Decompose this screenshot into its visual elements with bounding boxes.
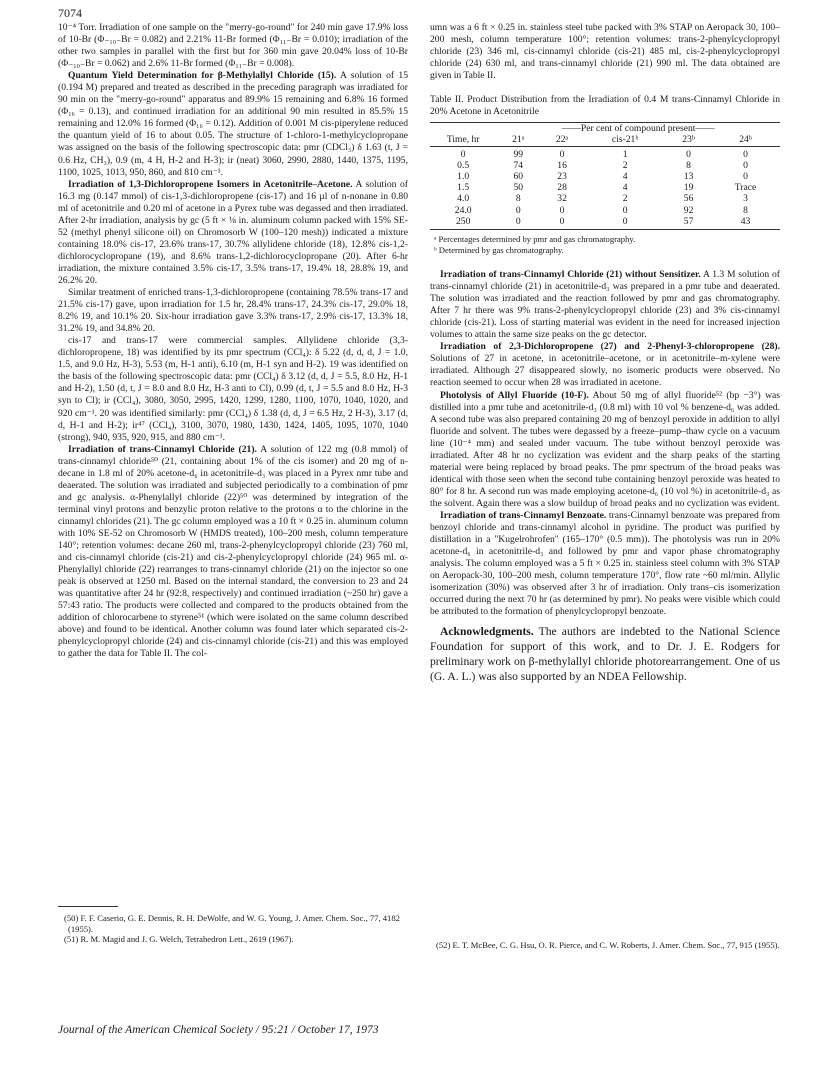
table-cell: 1.0: [457, 171, 470, 183]
table-cell: 0: [584, 216, 666, 230]
paragraph-text: 10⁻⁴ Torr. Irradiation of one sample on the "merry-go-round" for 240 min gave 17.9% loss of 10-Br (Φ₋₁₀₋Br = 0.082) and 2.21% 11-Br formed (Φ₁₁₋Br = 0.010); irradiation of the other two samples in parallel with the first but for 360 min gave 20.04% loss of 10-Br (Φ₋₁₀₋Br = 0.062) and 2.6% 11-Br formed (Φ₁₁₋Br = 0.008).: [58, 22, 408, 70]
table-cell: 4.0: [457, 193, 470, 205]
paragraph-text: Similar treatment of enriched trans-1,3-dichloropropene (containing 78.5% trans-17 and 21.5% cis-17) gave, upon irradiation for 1.5 hr, 28.4% trans-17, 24.3% cis-17, 29.0% 18, 8.2% 19, and 10.1% 20. Six-hour irradiation gave 3.3% trans-17, 2.9% cis-17, 13.3% 18, 31.2% 19, and 34.8% 20.: [58, 287, 408, 335]
reference: (51) R. M. Magid and J. G. Welch, Tetrahedron Lett., 2619 (1967).: [64, 934, 294, 945]
paragraph: [430, 390, 780, 510]
left-column: [58, 22, 408, 660]
table-title: Table II. Product Distribution from the Irradiation of 0.4 M trans-Cinnamyl Chloride in 20% Acetone in Acetonitrile: [430, 94, 780, 118]
table-column-header: 21ᵃ: [496, 134, 540, 146]
table-cell: 24.0: [454, 204, 472, 216]
table-column-header: cis-21ᵇ: [584, 134, 666, 146]
acknowledgments: [430, 624, 780, 684]
table-row: [430, 216, 780, 230]
table-cell: 0.5: [457, 159, 470, 171]
table-cell: 0: [622, 204, 628, 216]
right-column: [430, 22, 780, 684]
table-cell: 0: [686, 148, 691, 160]
table-column-header: Time, hr: [430, 134, 496, 146]
journal-issue: 95:21: [261, 1024, 289, 1036]
section-heading: Irradiation of trans-Cinnamyl Benzoate.: [440, 510, 607, 521]
table-cell: 4: [622, 182, 628, 194]
references-right: [430, 940, 780, 951]
table-cell: 1.5: [457, 182, 470, 194]
table-cell: 8: [743, 204, 748, 216]
acknowledgments-text: The authors are indebted to the National Science Foundation for support of this work, and to Dr. J. E. Rodgers for preliminary work on β-methylallyl chloride photorearrangement. One of us (G. A. L.) was also supported by an NDEA Fellowship.: [430, 625, 780, 684]
table-cell: 0: [743, 148, 748, 160]
table-cell: 8: [686, 159, 691, 171]
paragraph: [430, 269, 780, 341]
section-heading: Irradiation of trans-Cinnamyl Chloride (21).: [68, 443, 257, 455]
table-cell: 1: [622, 148, 628, 160]
table-cell: 0: [460, 148, 466, 160]
footer-separator: /: [255, 1024, 262, 1036]
footer-separator: /: [291, 1024, 298, 1036]
table-footnote: ᵃ Percentages determined by pmr and gas chromatography.: [434, 234, 636, 245]
table-cell: 0: [743, 159, 748, 171]
journal-footer: [58, 1024, 378, 1036]
table-row: [430, 205, 780, 216]
table-cell: 0: [515, 204, 521, 216]
table-cell: 60: [513, 171, 524, 183]
table-cell: Trace: [734, 182, 757, 194]
table-cell: 0: [540, 216, 584, 230]
table-row: [430, 193, 780, 204]
table-body: [430, 146, 780, 229]
section-heading: Irradiation of 2,3-Dichloropropene (27) and 2-Phenyl-3-chloropropene (28).: [440, 341, 780, 353]
paragraph-text: A solution of 16.3 mg (0.147 mmol) of cis-1,3-dichloropropene (cis-17) and 16 µl of n-nonane in 0.80 ml of acetonitrile and 0.20 ml of acetone in a Pyrex tube was degassed and then irradiated. After 2-hr irradiation, analysis by gc (5 ft × ⅛ in. aluminum column packed with 15% SE-52 (methyl phenyl silicone oil) on Chromosorb W (100–120 mesh)) indicated a mixture containing 18.0% cis-17, 23.6% trans-17, 30.7% allylidene chloride (18), 12.8% cis-1,2-dichlorocyclopropane (19), and 8.6% trans-1,2-dichlorocyclopropane (20). After 6-hr irradiation, the mixture contained 3.5% cis-17, 3.5% trans-17, 19.4% 18, 28.8% 19, and 26.2% 20.: [58, 178, 408, 286]
reference: (52) E. T. McBee, C. G. Hsu, O. R. Pierce, and C. W. Roberts, J. Amer. Chem. Soc., 77, 915 (1955).: [436, 940, 780, 950]
table-cell: 99: [513, 148, 524, 160]
references-left: [58, 906, 408, 945]
table-cell: 0: [559, 148, 565, 160]
table-cell: 8: [515, 193, 521, 205]
section-heading: Irradiation of trans-Cinnamyl Chloride (21) without Sensitizer.: [440, 269, 701, 281]
table-row: [430, 160, 780, 171]
table-column-header: 22ᵃ: [540, 134, 584, 146]
product-distribution-table: [430, 122, 780, 230]
table-caption: [430, 94, 780, 118]
journal-name: Journal of the American Chemical Society: [58, 1024, 253, 1036]
paragraph: [58, 335, 408, 443]
paragraph: [430, 510, 780, 618]
table-header-spacer: [430, 123, 496, 135]
table-footnote: ᵇ Determined by gas chromatography.: [434, 244, 564, 255]
table-cell: 0: [559, 204, 565, 216]
table-cell: 92: [683, 204, 694, 216]
paragraph-text: trans-Cinnamyl benzoate was prepared from benzoyl chloride and trans-cinnamyl alcohol in pyridine. The product was purified by distillation in a "Kugelrohrofen" (165–170° (0.5 mm)). The photolysis was run in 20% acetone-d₆ in acetonitrile-d₃ and followed by pmr and vapor phase chromatography analysis. The column employed was a 5 ft × 0.25 in. stainless steel column with 3% STAP on Aeropack-30, 100–200 mesh, column temperature 170°, flow rate ~60 ml/min. Allylic isomerization (30%) was observed after 3 hr of irradiation. Only trans–cis isomerization occurred during the next 70 hr (as determined by pmr). No peaks were visible which could be attributed to the formation of phenylcyclopropyl benzoate.: [430, 510, 781, 618]
table-cell: 28: [557, 182, 567, 194]
table-cell: 2: [622, 193, 628, 205]
paragraph: [58, 287, 408, 335]
section-heading: Photolysis of Allyl Fluoride (10-F).: [440, 389, 589, 401]
table-cell: 250: [430, 216, 496, 230]
table-cell: 4: [622, 171, 628, 183]
paragraph-text: A solution of 122 mg (0.8 mmol) of trans-cinnamyl chloride⁵⁰ (21, containing about 1% of the cis isomer) and 20 mg of n-decane in 1.8 ml of 20% acetone-d₆ in acetonitrile-d₃ was placed in a Pyrex nmr tube and deaerated. The solution was irradiated and subjected periodically to a combination of pmr and gc analysis. α-Phenylallyl chloride (22)⁵⁰ was determined by integration of the terminal vinyl protons and benzylic proton relative to the protons α to the chlorine in the cinnamyl chlorides (21). The gc column employed was a 10 ft × 0.25 in. aluminum column with 10% SE-52 on Chromosorb W (HMDS treated), 100–200 mesh, column temperature 140°; retention volumes: decane 260 ml, trans-2-phenylcyclopropyl chloride (23) 760 ml, and cis-cinnamyl chloride (cis-21) and cis-2-phenylcyclopropyl chloride (24) 965 ml. α-Phenylallyl chloride (22) rearranges to trans-cinnamyl chloride (21) on the injector so one peak is observed at 1250 ml. Based on the internal standard, the conversion to 23 and 24 was quantitative after 24 hr (92:8, respectively) and continued irradiation (~250 hr) gave a 57:43 ratio. The products were collected and compared to the products obtained from the addition of chlorocarbene to styrene⁵¹ (which were isolated on the same column described above) and found to be identical. Another column was found later which separated cis-2-phenylcyclopropyl chloride (24) and cis-cinnamyl chloride (cis-21) and this was employed to gather the data for Table II. The col-: [58, 443, 409, 660]
paragraph: [58, 444, 408, 661]
table-cell: 0: [496, 216, 540, 230]
table-cell: 74: [513, 159, 524, 171]
spacer: [430, 255, 780, 269]
table-cell: 56: [683, 193, 694, 205]
paragraph: [430, 341, 780, 389]
table-cell: 57: [666, 216, 711, 230]
table-row: [430, 146, 780, 160]
paragraph-text: Solutions of 27 in acetone, in acetonitrile–acetone, or in acetonitrile–m-xylene were irradiated. Although 27 disappeared slowly, no isomeric products were observed. No reaction seemed to occur when 28 was irradiated in acetone.: [430, 353, 780, 389]
table-cell: 13: [683, 171, 694, 183]
reference: (50) F. F. Caserio, G. E. Dennis, R. H. DeWolfe, and W. G. Young, J. Amer. Chem. Soc., 77, 4182 (1955).: [64, 913, 400, 934]
table-footnotes: [430, 234, 780, 255]
table-column-header: 24ᵇ: [711, 134, 780, 146]
table-cell: 43: [711, 216, 780, 230]
paragraph: [58, 70, 408, 178]
paragraph: [58, 179, 408, 287]
table-cell: 16: [557, 159, 567, 171]
table-cell: 0: [743, 171, 748, 183]
table-column-header: 23ᵇ: [666, 134, 711, 146]
table-cell: 2: [622, 159, 628, 171]
table-cell: 3: [743, 193, 748, 205]
paragraph: umn was a 6 ft × 0.25 in. stainless steel tube packed with 3% STAP on Aeropack 30, 100–200 mesh, column temperature 100°; retention volumes: trans-2-phenylcyclopropyl chloride (23) 346 ml, cis-cinnamyl chloride (cis-21) 485 ml, cis-2-phenylcyclopropyl chloride (24) 630 ml, and trans-cinnamyl chloride (21) 990 ml. The data obtained are given in Table II.: [430, 22, 780, 82]
footnote-rule: [58, 906, 118, 907]
table-row: [430, 182, 780, 193]
paragraph-text: A 1.3 M solution of trans-cinnamyl chloride (21) in acetonitrile-d₃ was prepared in a pmr tube and deaerated. The solution was irradiated and the reaction followed by pmr and gas chromatography. After 7 hr there was 9% trans-2-phenylcyclopropyl chloride (23) and 3% cis-cinnamyl chloride (cis-21). Loss of starting material was evident in the need for increased injection volumes to attain the same size peaks on the gc detector.: [430, 269, 780, 341]
section-heading: Quantum Yield Determination for β-Methylallyl Chloride (15).: [68, 70, 337, 82]
section-heading: Irradiation of 1,3-Dichloropropene Isomers in Acetonitrile–Acetone.: [68, 178, 353, 190]
paragraph-text: A solution of 15 (0.194 M) prepared and treated as described in the preceding paragraph was irradiated for 90 min on the "merry-go-round" apparatus and 89.9% 15 remaining and 6.8% 16 formed (Φ₁₆ = 0.13), and continued irradiation for an additional 90 min resulted in 85.5% 15 remaining and 12.0% 16 formed (Φ₁₆ = 0.12). Addition of 0.001 M cis-piperylene reduced the quantum yield of 16 to about 0.05. The structure of 1-chloro-1-methylcyclopropane was assigned on the basis of the following spectroscopic data: pmr (CDCl₃) δ 1.63 (t, J = 0.6 Hz, CH₃), 0.9 (m, 4 H, H-2 and H-3); ir (neat) 3060, 2990, 2880, 1440, 1375, 1195, 1100, 1025, 1013, 950, 860, and 810 cm⁻¹.: [58, 70, 409, 178]
table-cell: 32: [557, 193, 567, 205]
paragraph: [58, 22, 408, 70]
table-cell: 19: [683, 182, 694, 194]
acknowledgments-heading: Acknowledgments.: [440, 625, 534, 639]
table-cell: 23: [557, 171, 567, 183]
page-number: 7074: [58, 6, 82, 20]
paragraph-text: cis-17 and trans-17 were commercial samples. Allylidene chloride (3,3-dichloropropene, 18) was identified by its pmr spectrum (CCl₄): δ 5.22 (d, d, d, J = 1.0, 1.5, and 9.0 Hz, H-3), 5.53 (m, H-1 anti), 6.10 (m, H-1 syn and H-2). 19 was identified on the basis of the following spectroscopic data: pmr (CCl₄) δ 3.12 (d, d, J = 5.5, 8.0 Hz, H-1 and H-2), 1.50 (d, t, J = 8.0 and 8.0 Hz, H-3 anti to Cl), 0.99 (d, t, J = 5.5 and 8.0 Hz, H-3 syn to Cl); ir (CCl₄), 3080, 3050, 2995, 1420, 1299, 1280, 1100, 1070, 1040, 1020, and 920 cm⁻¹. 20 was identified similarly: pmr (CCl₄) δ 1.38 (d, d, J = 6.5 Hz, 2 H-3), 3.17 (d, d, H-1 and H-2); ir⁴⁷ (CCl₄), 3100, 3070, 1980, 1430, 1424, 1405, 1095, 1070, 1040 (strong), 940, 935, 920, 915, and 880 cm⁻¹.: [58, 335, 408, 443]
paragraph-text: About 50 mg of allyl fluoride⁵² (bp −3°) was distilled into a pmr tube and acetonitrile-d₃ (0.8 ml) with 10 vol % benzene-d₆ was added. A second tube was also prepared containing 20 mg of benzoyl peroxide in addition to allyl fluoride and solvent. The tubes were degassed by a freeze–pump–thaw cycle on a vacuum line (10⁻⁴ mm) and sealed under vacuum. The tube without benzoyl peroxide was irradiated. After 48 hr no cyclization was evident and the sharp peaks of the starting material were being replaced by broad peaks. The pmr spectrum of the broad peaks was identical with those seen when the second tube containing benzoyl peroxide was heated to 80° for 8 hr. A second run was made employing acetone-d₆ (10 vol %) in acetonitrile-d₃ as the solvent. Again there was a slow buildup of broad peaks and no cyclization was evident.: [430, 389, 781, 509]
journal-date: October 17, 1973: [297, 1024, 379, 1036]
table-row: [430, 171, 780, 182]
table-cell: 50: [513, 182, 524, 194]
table-group-header: ——Per cent of compound present——: [496, 123, 780, 135]
